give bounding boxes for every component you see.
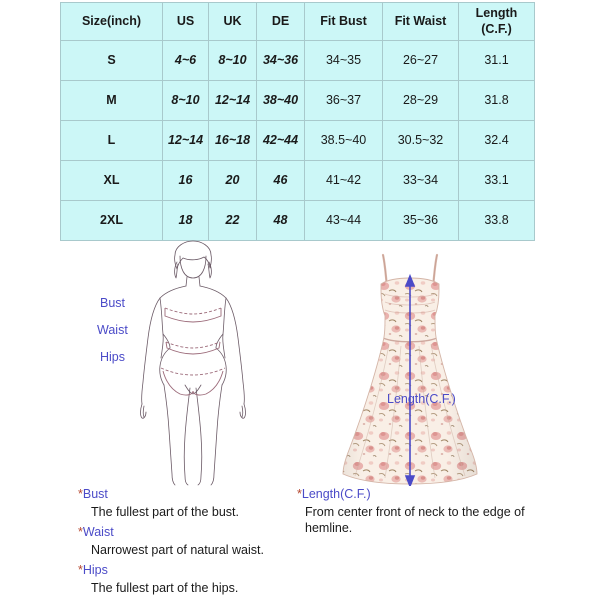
- cell-us: 12~14: [163, 121, 209, 161]
- definition-term-bust: [78, 488, 293, 501]
- female-body-line-drawing: [130, 238, 256, 486]
- cell-fit-bust: 38.5~40: [305, 121, 383, 161]
- body-figure-illustration: [130, 238, 256, 486]
- cell-length: 31.1: [459, 41, 535, 81]
- cell-de: 46: [257, 161, 305, 201]
- cell-length: 31.8: [459, 81, 535, 121]
- cell-size: XL: [61, 161, 163, 201]
- column-header-length-line2: (C.F.): [481, 21, 512, 36]
- asterisk-icon: *: [78, 525, 83, 539]
- column-header-length-line1: Length: [475, 5, 518, 20]
- definitions-area: [0, 488, 600, 600]
- cell-fit-waist: 35~36: [383, 201, 459, 241]
- table-header: [61, 3, 535, 41]
- cell-de: 48: [257, 201, 305, 241]
- asterisk-icon: *: [297, 487, 302, 501]
- cell-us: 4~6: [163, 41, 209, 81]
- table-row: [61, 81, 535, 121]
- cell-uk: 22: [209, 201, 257, 241]
- floral-sundress-image: [325, 248, 495, 486]
- definition-term-hips-label: Hips: [82, 563, 108, 577]
- body-label-bust: Bust: [100, 296, 126, 310]
- cell-size: M: [61, 81, 163, 121]
- definition-desc-bust: The fullest part of the bust.: [91, 504, 239, 519]
- definitions-left-column: [78, 488, 293, 602]
- definition-desc-length: From center front of neck to the edge of hemline.: [305, 504, 525, 535]
- definition-desc-waist: Narrowest part of natural waist.: [91, 542, 264, 557]
- cell-fit-bust: 36~37: [305, 81, 383, 121]
- cell-de: 38~40: [257, 81, 305, 121]
- size-chart-table: [60, 2, 535, 241]
- column-header-fit-waist: Fit Waist: [383, 3, 459, 41]
- cell-length: 33.1: [459, 161, 535, 201]
- asterisk-icon: *: [78, 487, 83, 501]
- cell-de: 42~44: [257, 121, 305, 161]
- definition-term-waist: [78, 526, 293, 539]
- table-body: [61, 41, 535, 241]
- cell-fit-waist: 33~34: [383, 161, 459, 201]
- definition-term-waist-label: Waist: [82, 525, 114, 539]
- cell-fit-bust: 43~44: [305, 201, 383, 241]
- illustration-area: [0, 238, 600, 488]
- definition-term-length: [297, 488, 547, 501]
- cell-uk: 20: [209, 161, 257, 201]
- table-row: [61, 121, 535, 161]
- cell-fit-waist: 28~29: [383, 81, 459, 121]
- cell-uk: 16~18: [209, 121, 257, 161]
- cell-us: 8~10: [163, 81, 209, 121]
- asterisk-icon: *: [78, 563, 83, 577]
- cell-size: L: [61, 121, 163, 161]
- cell-size: 2XL: [61, 201, 163, 241]
- cell-fit-bust: 41~42: [305, 161, 383, 201]
- table-row: [61, 41, 535, 81]
- body-label-hips: Hips: [100, 350, 126, 364]
- table-header-row: [61, 3, 535, 41]
- column-header-uk: UK: [209, 3, 257, 41]
- table-row: [61, 201, 535, 241]
- column-header-size: Size(inch): [61, 3, 163, 41]
- dress-label-length: Length(C.F.): [387, 392, 456, 406]
- cell-fit-waist: 26~27: [383, 41, 459, 81]
- definition-term-length-label: Length(C.F.): [301, 487, 371, 501]
- cell-length: 33.8: [459, 201, 535, 241]
- column-header-length: [459, 3, 535, 41]
- cell-size: S: [61, 41, 163, 81]
- table-row: [61, 161, 535, 201]
- definition-desc-hips: The fullest part of the hips.: [91, 580, 239, 595]
- column-header-fit-bust: Fit Bust: [305, 3, 383, 41]
- body-label-waist: Waist: [97, 323, 128, 337]
- cell-fit-bust: 34~35: [305, 41, 383, 81]
- cell-fit-waist: 30.5~32: [383, 121, 459, 161]
- column-header-de: DE: [257, 3, 305, 41]
- dress-photo-illustration: [325, 248, 495, 486]
- cell-us: 16: [163, 161, 209, 201]
- cell-uk: 12~14: [209, 81, 257, 121]
- cell-de: 34~36: [257, 41, 305, 81]
- definition-term-bust-label: Bust: [82, 487, 108, 501]
- cell-uk: 8~10: [209, 41, 257, 81]
- cell-us: 18: [163, 201, 209, 241]
- cell-length: 32.4: [459, 121, 535, 161]
- definitions-right-column: [297, 488, 547, 543]
- definition-term-hips: [78, 564, 293, 577]
- column-header-us: US: [163, 3, 209, 41]
